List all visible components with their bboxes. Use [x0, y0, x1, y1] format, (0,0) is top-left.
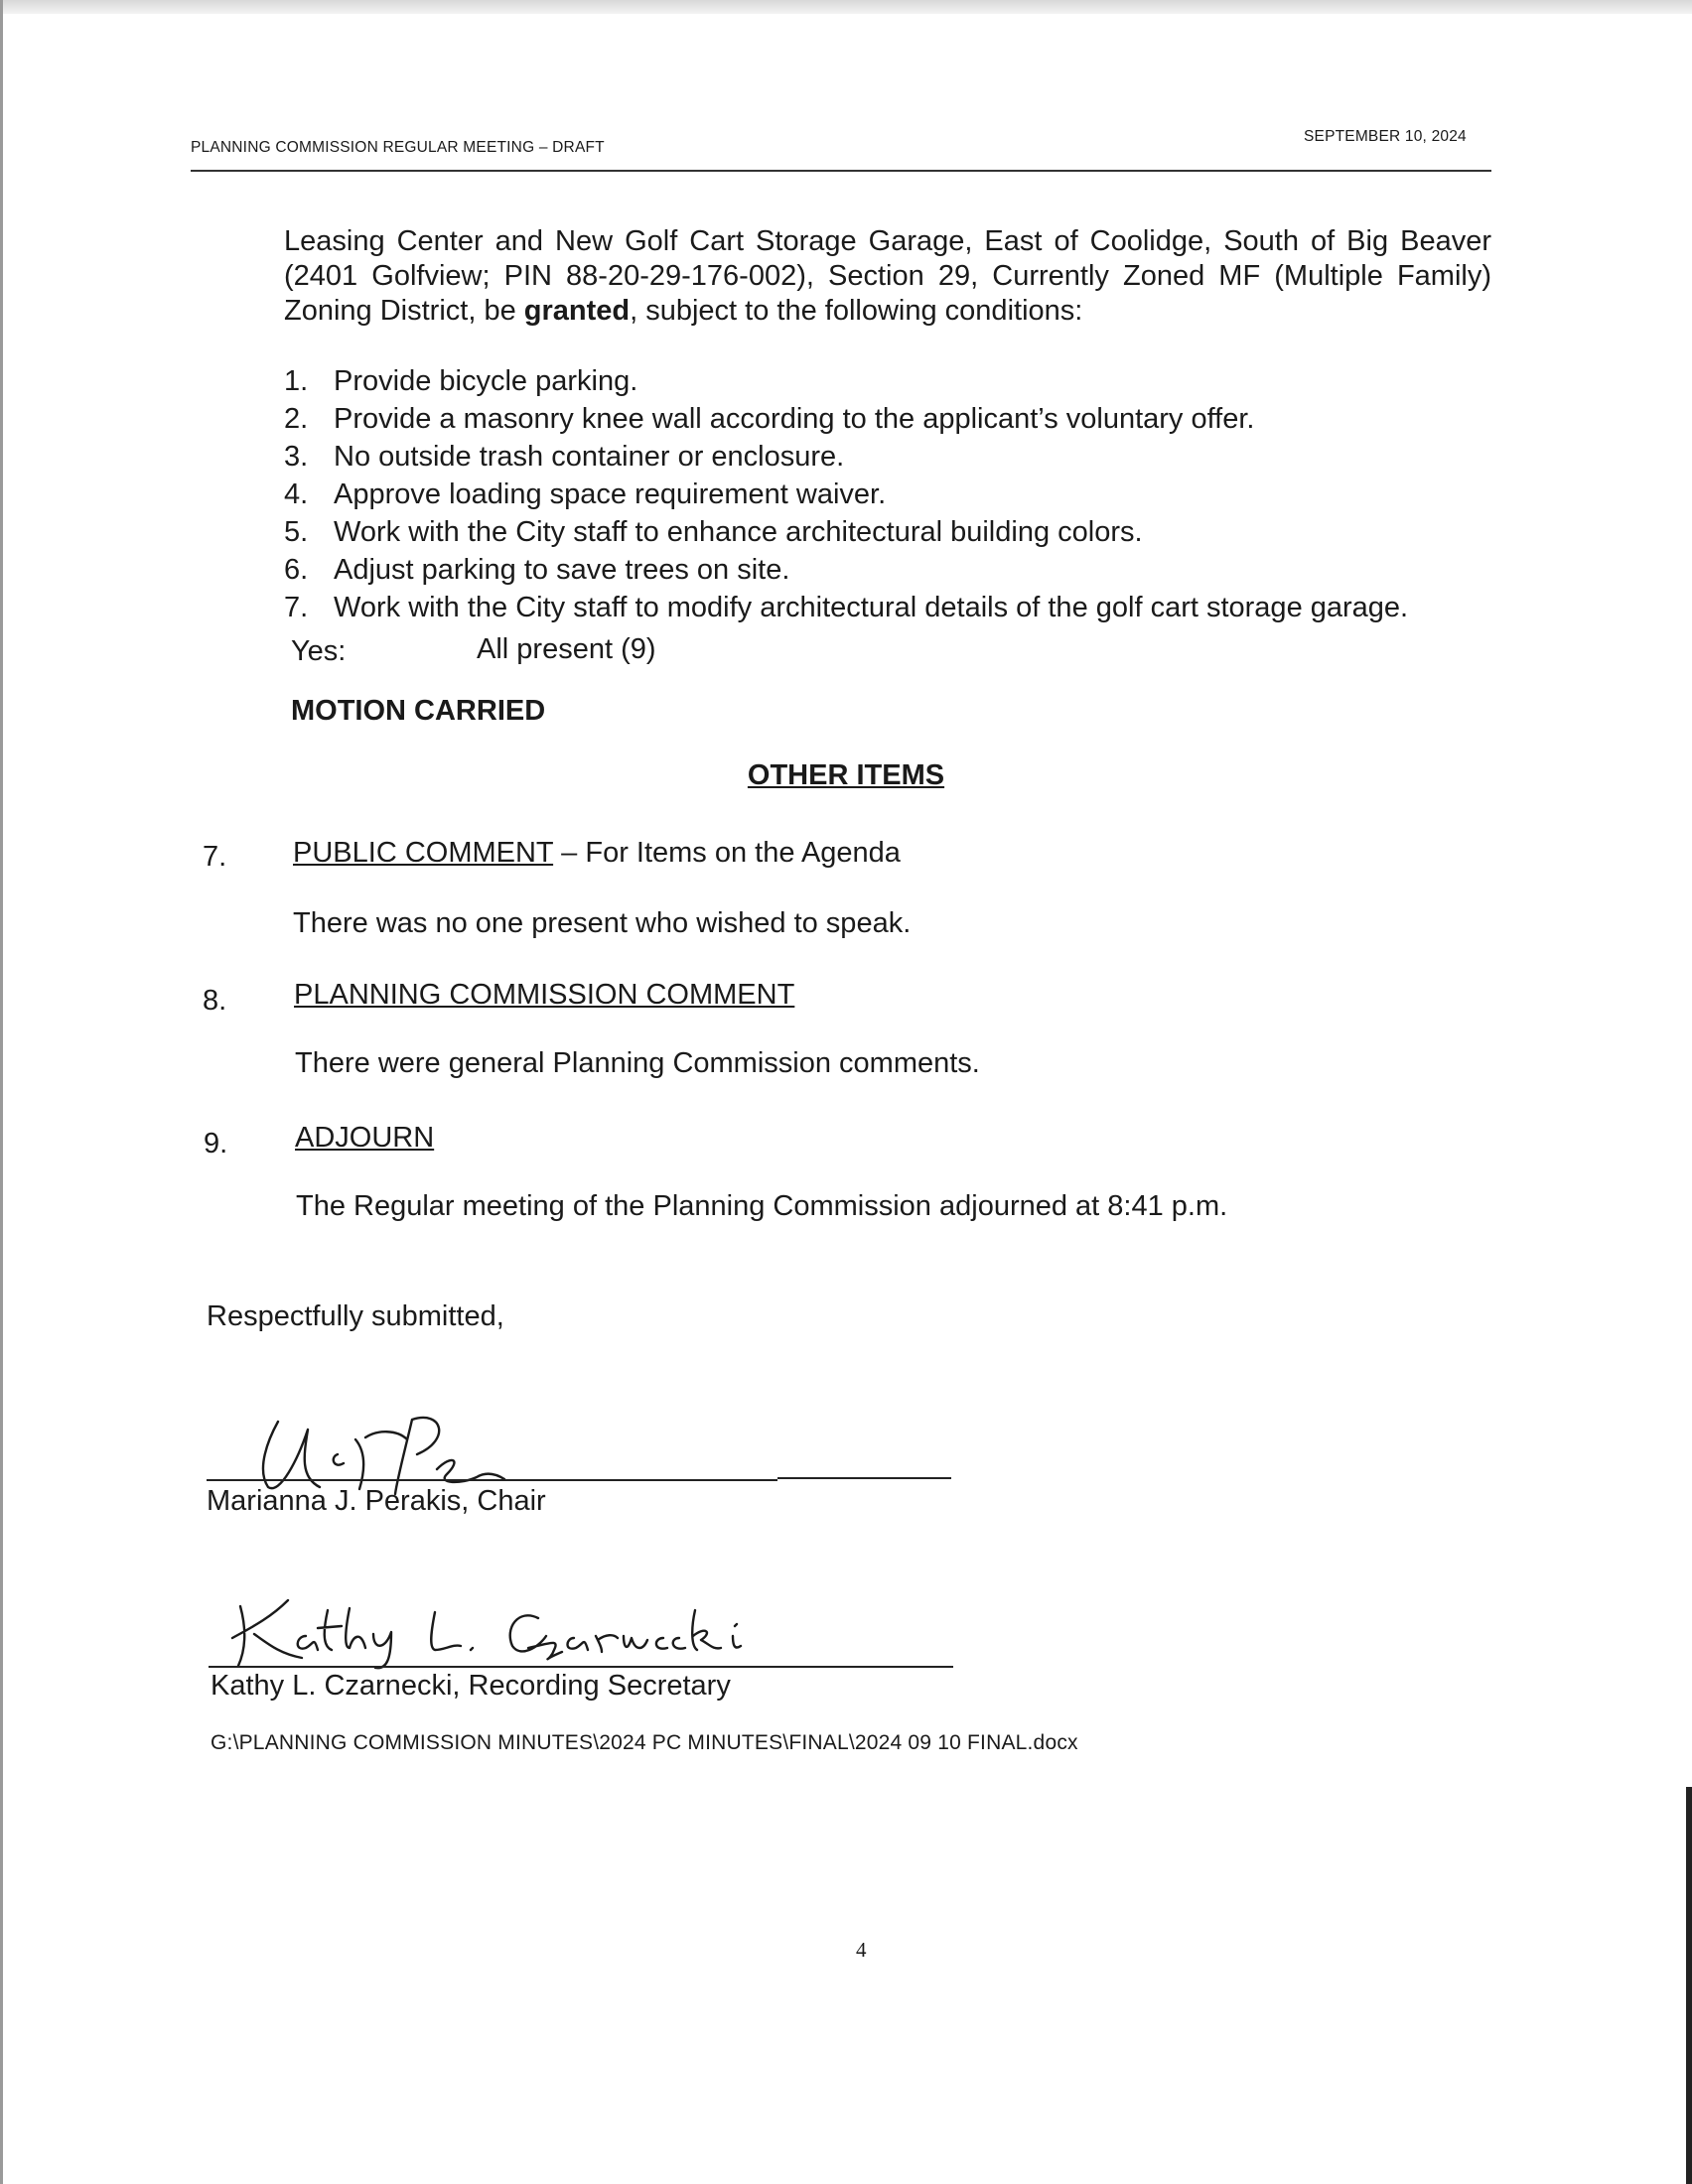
condition-item: [284, 551, 1505, 589]
condition-item: [284, 400, 1505, 438]
item-heading: [295, 1122, 434, 1155]
condition-text: Work with the City staff to modify architectural details of the golf cart storage garage.: [334, 592, 1409, 623]
condition-item: [284, 513, 1505, 551]
motion-paragraph-part1: Leasing Center and New Golf Cart Storage Garage, East of Coolidge, South of Big Beaver (2401 Golfview; PIN 88-20-29-176-002), Section 29, Currently Zoned MF (Multiple Family) Zoning District, be: [284, 225, 1491, 327]
item-heading: [293, 837, 901, 870]
motion-paragraph: [284, 224, 1491, 329]
condition-item: [284, 362, 1505, 400]
condition-number: 2.: [284, 403, 309, 435]
vote-label: Yes:: [291, 635, 347, 667]
conditions-list: [284, 362, 1505, 626]
item-number: 8.: [203, 985, 227, 1017]
page-number: 4: [856, 1938, 867, 1962]
item-text: There were general Planning Commission comments.: [295, 1047, 980, 1079]
item-heading: [294, 979, 794, 1012]
motion-result: MOTION CARRIED: [291, 695, 546, 727]
signature-name: Kathy L. Czarnecki, Recording Secretary: [211, 1670, 731, 1702]
condition-number: 6.: [284, 554, 309, 586]
item-number: 9.: [204, 1128, 228, 1160]
condition-item: [284, 589, 1505, 626]
item-text: There was no one present who wished to speak.: [293, 907, 912, 939]
signature-line: [777, 1477, 951, 1479]
scan-edge-top: [0, 0, 1692, 14]
motion-paragraph-part2: , subject to the following conditions:: [630, 295, 1083, 327]
scan-edge-right: [1686, 1787, 1692, 2184]
file-path: G:\PLANNING COMMISSION MINUTES\2024 PC MINUTES\FINAL\2024 09 10 FINAL.docx: [211, 1731, 1078, 1754]
header-date: SEPTEMBER 10, 2024: [1304, 128, 1467, 145]
condition-text: Provide bicycle parking.: [334, 365, 638, 397]
condition-text: Adjust parking to save trees on site.: [334, 554, 790, 586]
condition-text: Approve loading space requirement waiver.: [334, 478, 887, 510]
item-text: The Regular meeting of the Planning Commission adjourned at 8:41 p.m.: [296, 1190, 1228, 1222]
condition-item: [284, 476, 1505, 513]
item-heading-suffix: – For Items on the Agenda: [553, 837, 901, 869]
section-title: [0, 759, 1692, 792]
scan-edge-left: [0, 0, 3, 2184]
signature-chair: [238, 1400, 536, 1499]
condition-number: 5.: [284, 516, 309, 548]
header-title: PLANNING COMMISSION REGULAR MEETING – DRAFT: [191, 139, 605, 156]
vote-value: All present (9): [477, 633, 656, 665]
item-heading-title: PLANNING COMMISSION COMMENT: [294, 979, 795, 1011]
signature-name: Marianna J. Perakis, Chair: [207, 1485, 546, 1517]
condition-item: [284, 438, 1505, 476]
condition-text: Work with the City staff to enhance architectural building colors.: [334, 516, 1143, 548]
item-heading-title: PUBLIC COMMENT: [293, 837, 554, 869]
item-heading-title: ADJOURN: [295, 1122, 435, 1154]
condition-text: Provide a masonry knee wall according to the applicant’s voluntary offer.: [334, 403, 1255, 435]
signature-line: [207, 1479, 777, 1481]
header-rule: [191, 170, 1491, 172]
condition-number: 1.: [284, 365, 309, 397]
condition-text: No outside trash container or enclosure.: [334, 441, 845, 473]
signature-secretary: [211, 1588, 767, 1668]
condition-number: 7.: [284, 592, 309, 623]
section-title-text: OTHER ITEMS: [747, 759, 945, 791]
condition-number: 4.: [284, 478, 309, 510]
condition-number: 3.: [284, 441, 309, 473]
signature-line: [209, 1666, 953, 1668]
motion-paragraph-bold: granted: [523, 295, 631, 327]
closing-text: Respectfully submitted,: [207, 1300, 504, 1332]
item-number: 7.: [203, 841, 227, 873]
